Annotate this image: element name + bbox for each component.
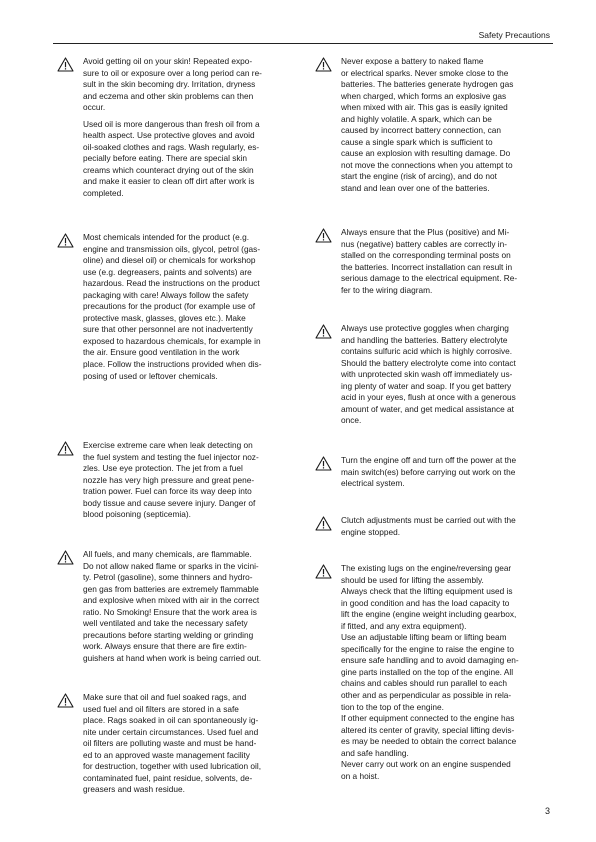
safety-paragraph: Avoid getting oil on your skin! Repeated expo- sure to oil or exposure over a long period can re- sult in the skin becoming dry. Irritation, dryness and eczema and other skin problems can then occur. — [83, 56, 262, 113]
warning-triangle-icon — [315, 228, 332, 243]
safety-item — [57, 440, 293, 521]
safety-item — [57, 692, 293, 796]
warning-triangle-icon — [57, 57, 74, 72]
page-header-title: Safety Precautions — [478, 30, 550, 40]
safety-item — [57, 56, 293, 200]
warning-triangle-icon — [57, 233, 74, 248]
safety-item — [315, 227, 551, 296]
warning-triangle-icon — [315, 57, 332, 72]
safety-paragraph: Turn the engine off and turn off the power at the main switch(es) before carrying out work on the electrical system. — [341, 455, 517, 489]
header-divider — [53, 43, 553, 44]
safety-paragraph: Most chemicals intended for the product (e.g. engine and transmission oils, glycol, petrol (gas- oline) and diesel oil) or chemicals for workshop use (e.g. degreasers, paints and solvents) are hazardous. Read the instructions on the product packaging with care! Always follow the safety precautions for the product (for example use of protective mask, glasses, gloves etc.). Make sure that other personnel are not inadvertently exposed to hazardous chemicals, for example in the air. Ensure good ventilation in the work place. Follow the instructions provided when dis- posing of used or leftover chemicals. — [83, 232, 262, 381]
safety-item — [315, 56, 551, 195]
safety-paragraph: Never expose a battery to naked flame or electrical sparks. Never smoke close to the batteries. The batteries generate hydrogen gas when charged, which forms an explosive gas when mixed with air. This gas is easily ignited and highly volatile. A spark, which can be caused by incorrect battery connection, can cause a single spark which is sufficient to cause an explosion with resulting damage. Do not move the connections when you attempt to start the engine (risk of arcing), and do not stand and lean over one of the batteries. — [341, 56, 514, 194]
safety-paragraph: Always use protective goggles when charging and handling the batteries. Battery electrolyte contains sulfuric acid which is highly corrosive. Should the battery electrolyte come into contact with unprotected skin wash off immediately us- ing plenty of water and soap. If you get battery acid in your eyes, flush at once with a generous amount of water, and get medical assistance at once. — [341, 323, 516, 426]
warning-triangle-icon — [57, 441, 74, 456]
warning-triangle-icon — [57, 693, 74, 708]
safety-paragraph: Make sure that oil and fuel soaked rags, and used fuel and oil filters are stored in a safe place. Rags soaked in oil can spontaneously ig- nite under certain circumstances. Used fuel and oil filters are polluting waste and must be hand- ed to an approved waste management facility for destruction, together with used lubrication oil, contaminated fuel, paint residue, solvents, de- greasers and wash residue. — [83, 692, 262, 795]
safety-paragraph: The existing lugs on the engine/reversing gear should be used for lifting the assembly. Always check that the lifting equipment used is in good condition and has the load capacity to lift the engine (engine weight including gearbox, if fitted, and any extra equipment). Use an adjustable lifting beam or lifting beam specifically for the engine to raise the engine to ensure safe handling and to avoid damaging en- gine parts installed on the top of the engine. All chains and cables should run parallel to each other and as perpendicular as possible in rela- tion to the top of the engine. If other equipment connected to the engine has altered its center of gravity, special lifting devis- es may be needed to obtain the correct balance and safe handling. Never carry out work on an engine suspended on a hoist. — [341, 563, 519, 781]
warning-triangle-icon — [315, 516, 332, 531]
safety-paragraph: Exercise extreme care when leak detecting on the fuel system and testing the fuel injector noz- zles. Use eye protection. The jet from a fuel nozzle has very high pressure and great pene- tration power. Fuel can force its way deep into body tissue and cause severe injury. Danger of blood poisoning (septicemia). — [83, 440, 259, 520]
warning-triangle-icon — [315, 564, 332, 579]
safety-paragraph: Always ensure that the Plus (positive) and Mi- nus (negative) battery cables are correctly in- stalled on the corresponding terminal posts on the batteries. Incorrect installation can result in serious damage to the electrical equipment. Re- fer to the wiring diagram. — [341, 227, 518, 295]
safety-item — [57, 549, 293, 664]
safety-paragraph: Clutch adjustments must be carried out with the engine stopped. — [341, 515, 516, 537]
warning-triangle-icon — [315, 324, 332, 339]
safety-item — [57, 232, 293, 382]
safety-item — [315, 455, 551, 490]
safety-item — [315, 515, 551, 538]
safety-item — [315, 563, 551, 782]
page-number: 3 — [544, 806, 550, 816]
safety-paragraph: All fuels, and many chemicals, are flammable. Do not allow naked flame or sparks in the vicini- ty. Petrol (gasoline), some thinners and hydro- gen gas from batteries are extremely flammable and explosive when mixed with air in the correct ratio. No Smoking! Ensure that the work area is well ventilated and take the necessary safety precautions before starting welding or grinding work. Always ensure that there are fire extin- guishers at hand when work is being carried out. — [83, 549, 262, 663]
safety-paragraph: Used oil is more dangerous than fresh oil from a health aspect. Use protective gloves and avoid oil-soaked clothes and rags. Wash regularly, es- pecially before eating. There are special skin creams which counteract drying out of the skin and make it easier to clean off dirt after work is completed. — [83, 118, 260, 199]
warning-triangle-icon — [57, 550, 74, 565]
safety-item — [315, 323, 551, 427]
warning-triangle-icon — [315, 456, 332, 471]
